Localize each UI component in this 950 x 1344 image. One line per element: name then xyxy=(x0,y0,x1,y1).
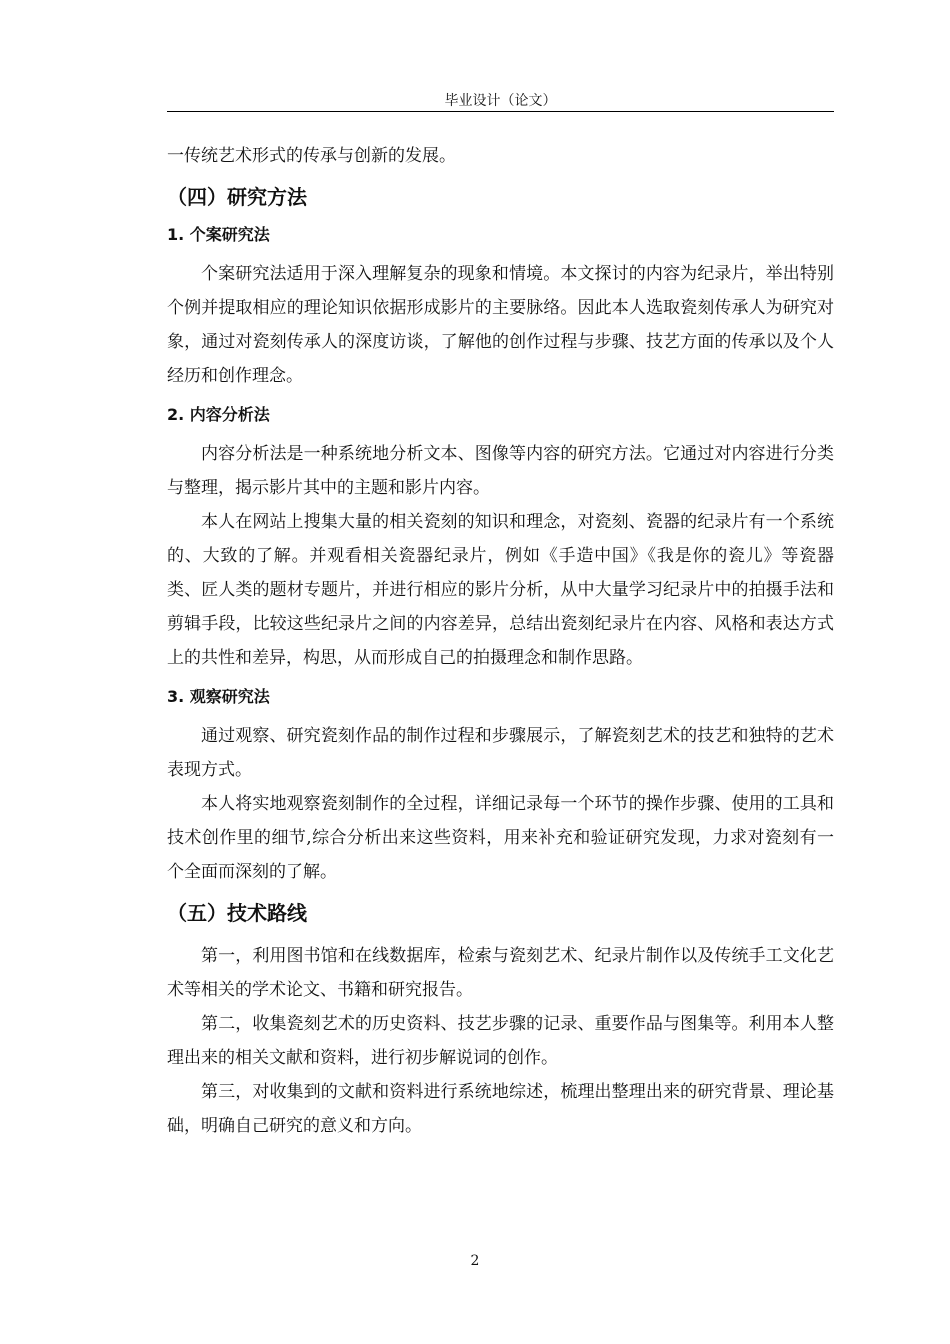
page-header: 毕业设计（论文） xyxy=(444,93,557,109)
paragraph: 个案研究法适用于深入理解复杂的现象和情境。本文探讨的内容为纪录片，举出特别个例并提取相应的理论知识依据形成影片的主要脉络。因此本人选取瓷刻传承人为研究对象，通过对瓷刻传承人的深度访谈，了解他的创作过程与步骤、技艺方面的传承以及个人经历和创作理念。 xyxy=(167,264,834,386)
continuation-paragraph: 一传统艺术形式的传承与创新的发展。 xyxy=(167,146,456,166)
section-heading-methods: （四）研究方法 xyxy=(167,185,307,209)
paragraph: 本人将实地观察瓷刻制作的全过程，详细记录每一个环节的操作步骤、使用的工具和技术创作里的细节,综合分析出来这些资料，用来补充和验证研究发现，力求对瓷刻有一个全面而深刻的了解。 xyxy=(167,794,834,882)
document-body xyxy=(167,139,834,1143)
paragraph: 内容分析法是一种系统地分析文本、图像等内容的研究方法。它通过对内容进行分类与整理，揭示影片其中的主题和影片内容。 xyxy=(167,444,834,498)
paragraph: 本人在网站上搜集大量的相关瓷刻的知识和理念，对瓷刻、瓷器的纪录片有一个系统的、大致的了解。并观看相关瓷器纪录片，例如《手造中国》《我是你的瓷儿》等瓷器类、匠人类的题材专题片，并进行相应的影片分析，从中大量学习纪录片中的拍摄手法和剪辑手段，比较这些纪录片之间的内容差异，总结出瓷刻纪录片在内容、风格和表达方式上的共性和差异，构思，从而形成自己的拍摄理念和制作思路。 xyxy=(167,512,834,668)
subheading-observation: 3. 观察研究法 xyxy=(167,687,270,706)
paragraph: 第三，对收集到的文献和资料进行系统地综述，梳理出整理出来的研究背景、理论基础，明确自己研究的意义和方向。 xyxy=(167,1082,834,1136)
page-number: 2 xyxy=(470,1253,480,1269)
subheading-case-study: 1. 个案研究法 xyxy=(167,225,270,244)
section-heading-technical-route: （五）技术路线 xyxy=(167,901,307,925)
paragraph: 通过观察、研究瓷刻作品的制作过程和步骤展示，了解瓷刻艺术的技艺和独特的艺术表现方式。 xyxy=(167,726,834,780)
paragraph: 第二，收集瓷刻艺术的历史资料、技艺步骤的记录、重要作品与图集等。利用本人整理出来的相关文献和资料，进行初步解说词的创作。 xyxy=(167,1014,834,1068)
header-rule xyxy=(167,111,834,112)
subheading-content-analysis: 2. 内容分析法 xyxy=(167,405,270,424)
paragraph: 第一，利用图书馆和在线数据库，检索与瓷刻艺术、纪录片制作以及传统手工文化艺术等相关的学术论文、书籍和研究报告。 xyxy=(167,946,834,1000)
